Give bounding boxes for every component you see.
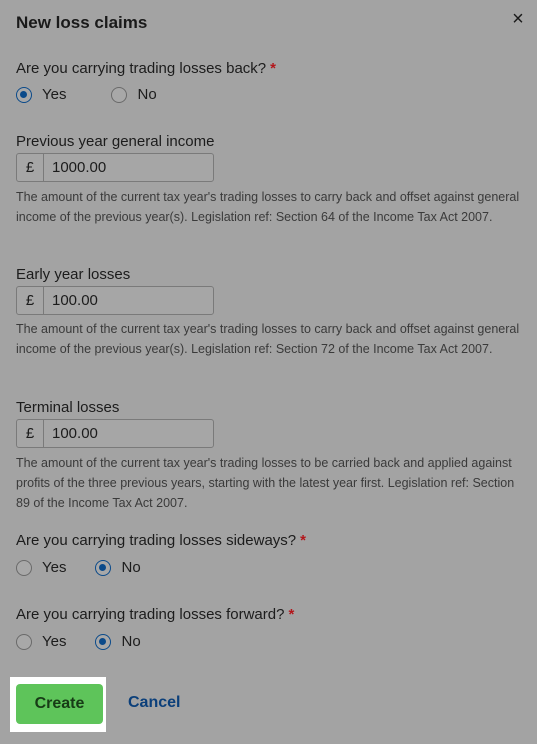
- carry-back-question-text: Are you carrying trading losses back?: [16, 60, 267, 77]
- carry-back-no-label: No: [137, 86, 157, 103]
- early-year-input[interactable]: [16, 286, 214, 315]
- sideways-no-label: No: [121, 559, 141, 576]
- radio-unselected-icon[interactable]: [16, 634, 32, 650]
- dialog-title: New loss claims: [16, 13, 148, 32]
- required-marker: *: [270, 60, 276, 77]
- early-year-value[interactable]: 100.00: [52, 292, 98, 309]
- terminal-help: The amount of the current tax year's trading losses to be carried back and applied against profits of the three previous years, starting with the latest year first. Legislation ref: Section 89 of the Income Tax Act 2007.: [16, 456, 515, 510]
- terminal-input[interactable]: [16, 419, 214, 448]
- radio-selected-icon[interactable]: [95, 560, 111, 576]
- close-icon[interactable]: ×: [512, 8, 524, 30]
- sideways-question-text: Are you carrying trading losses sideways?: [16, 532, 297, 549]
- previous-year-value[interactable]: 1000.00: [52, 159, 107, 176]
- carry-back-question: [16, 60, 276, 77]
- required-marker: *: [288, 606, 295, 623]
- currency-prefix: £: [17, 420, 44, 447]
- early-year-help: The amount of the current tax year's trading losses to carry back and offset against general income of the previous year(s). Legislation ref: Section 72 of the Income Tax Act 2007.: [16, 322, 520, 356]
- radio-selected-icon[interactable]: [16, 87, 32, 103]
- forward-no-label: No: [121, 633, 141, 650]
- sideways-yes-radio[interactable]: [16, 559, 66, 576]
- forward-yes-radio[interactable]: [16, 633, 66, 650]
- radio-unselected-icon[interactable]: [111, 87, 127, 103]
- previous-year-input[interactable]: [16, 153, 214, 182]
- carry-back-yes-label: Yes: [42, 86, 67, 103]
- currency-prefix: £: [17, 287, 44, 314]
- carry-back-radio-group: [16, 86, 185, 103]
- forward-no-radio[interactable]: [95, 633, 140, 650]
- early-year-label: Early year losses: [16, 266, 131, 283]
- required-marker: *: [300, 532, 306, 549]
- create-button[interactable]: Create: [16, 684, 103, 724]
- sideways-question: [16, 532, 306, 549]
- previous-year-help: The amount of the current tax year's trading losses to carry back and offset against general income of the previous year(s). Legislation ref: Section 64 of the Income Tax Act 2007.: [16, 190, 520, 224]
- carry-back-yes-radio[interactable]: [16, 86, 66, 103]
- radio-selected-icon[interactable]: [95, 634, 111, 650]
- currency-prefix: £: [17, 154, 44, 181]
- cancel-button[interactable]: Cancel: [128, 694, 181, 711]
- terminal-label: Terminal losses: [16, 399, 120, 416]
- forward-radio-group: [16, 633, 169, 650]
- sideways-radio-group: [16, 559, 169, 576]
- forward-question: [16, 606, 294, 623]
- previous-year-label: Previous year general income: [16, 133, 215, 150]
- radio-unselected-icon[interactable]: [16, 560, 32, 576]
- forward-question-text: Are you carrying trading losses forward?: [16, 606, 285, 623]
- terminal-value[interactable]: 100.00: [52, 425, 98, 442]
- sideways-no-radio[interactable]: [95, 559, 140, 576]
- carry-back-no-radio[interactable]: [111, 86, 156, 103]
- sideways-yes-label: Yes: [42, 559, 67, 576]
- forward-yes-label: Yes: [42, 633, 67, 650]
